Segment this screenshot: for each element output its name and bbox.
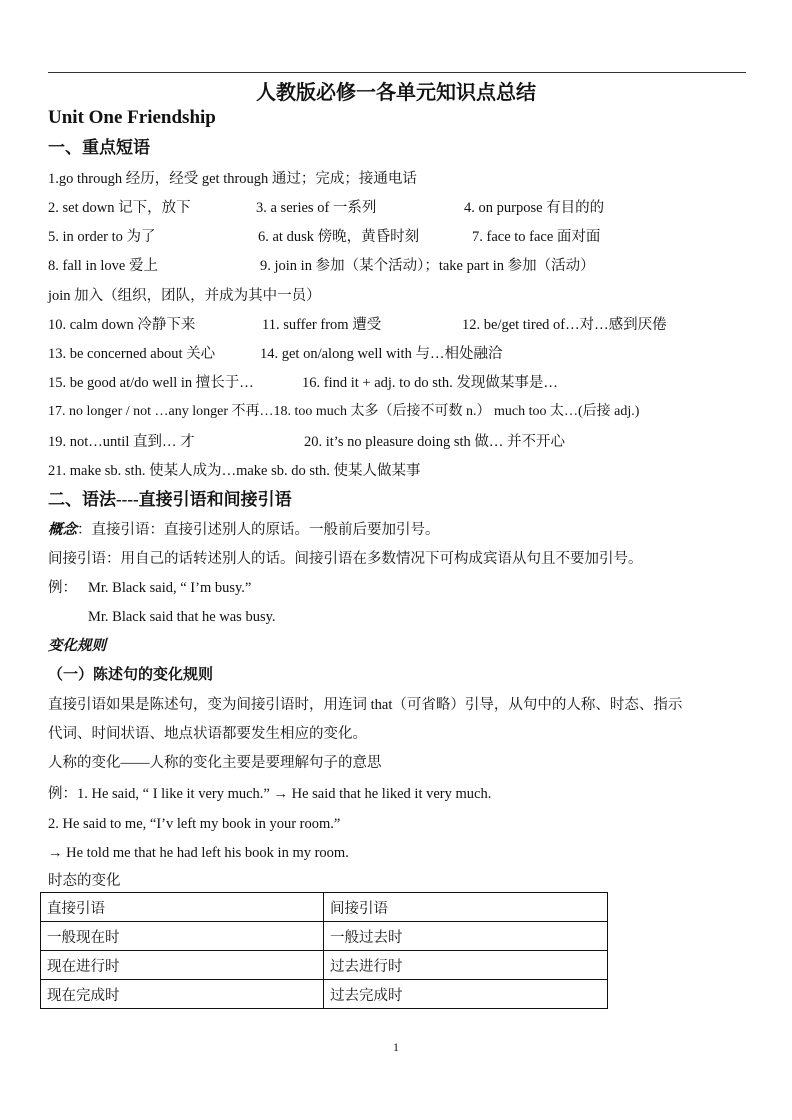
- phrase-item: 5. in order to 为了: [48, 229, 156, 245]
- phrase-line: 21. make sb. sth. 使某人成为…make sb. do sth. 使某人做某事: [48, 463, 421, 479]
- concept-line: [48, 520, 440, 540]
- concept-text: ：直接引语：直接引述别人的原话。一般前后要加引号。: [77, 522, 440, 538]
- phrase-item: 14. get on/along well with 与…相处融洽: [260, 346, 503, 362]
- example-b: 2. He said to me, “I’v left my book in your room.”: [48, 816, 341, 832]
- tense-table: [40, 892, 608, 1009]
- phrase-item: 12. be/get tired of…对…感到厌倦: [462, 317, 667, 333]
- phrase-row: [48, 227, 746, 247]
- phrase-line: 1.go through 经历，经受 get through 通过；完成；接通电话: [48, 171, 417, 187]
- section-heading-grammar: 二、语法----直接引语和间接引语: [48, 490, 292, 509]
- example-c: → He told me that he had left his book in my room.: [48, 845, 349, 861]
- rule1-text-line1: 直接引语如果是陈述句，变为间接引语时，用连词 that（可省略）引导，从句中的人称、时态、指示: [48, 697, 683, 713]
- phrase-item: 10. calm down 冷静下来: [48, 317, 196, 333]
- phrase-row: [48, 315, 746, 335]
- table-row: [41, 922, 608, 951]
- phrase-item: 16. find it + adj. to do sth. 发现做某事是…: [302, 375, 558, 391]
- example-label: 例：: [48, 580, 77, 596]
- page-number: 1: [393, 1040, 399, 1054]
- rules-heading: 变化规则: [48, 638, 106, 654]
- phrase-line: 17. no longer / not …any longer 不再…18. too much 太多（后接不可数 n.） much too 太…(后接 adj.): [48, 404, 640, 419]
- table-cell: 现在完成时: [41, 980, 324, 1009]
- example-a: 例：1. He said, “ I like it very much.” → He said that he liked it very much.: [48, 786, 492, 802]
- phrase-row: [48, 256, 746, 276]
- section-heading-phrases: 一、重点短语: [48, 138, 150, 157]
- table-row: [41, 893, 608, 922]
- example-direct: Mr. Black said, “ I’m busy.”: [88, 580, 252, 596]
- phrase-row: [48, 198, 746, 218]
- phrase-item: 11. suffer from 遭受: [262, 317, 382, 333]
- table-cell: 过去进行时: [324, 951, 608, 980]
- example-indirect: Mr. Black said that he was busy.: [88, 609, 276, 625]
- phrase-item: 13. be concerned about 关心: [48, 346, 216, 362]
- tense-change-label: 时态的变化: [48, 873, 121, 889]
- rule1-heading: （一）陈述句的变化规则: [48, 667, 214, 683]
- header-rule: [48, 72, 746, 73]
- table-cell: 一般过去时: [324, 922, 608, 951]
- table-row: [41, 951, 608, 980]
- table-cell: 过去完成时: [324, 980, 608, 1009]
- table-cell: 间接引语: [324, 893, 608, 922]
- table-cell: 现在进行时: [41, 951, 324, 980]
- phrase-item: 2. set down 记下，放下: [48, 200, 191, 216]
- document-title: 人教版必修一各单元知识点总结: [256, 82, 536, 104]
- phrase-row: [48, 344, 746, 364]
- indirect-definition: 间接引语：用自己的话转述别人的话。间接引语在多数情况下可构成宾语从句且不要加引号。: [48, 551, 643, 567]
- phrase-item: 9. join in 参加（某个活动）；take part in 参加（活动）: [260, 258, 595, 274]
- phrase-line: join 加入（组织，团队，并成为其中一员）: [48, 288, 321, 304]
- phrase-item: 3. a series of 一系列: [256, 200, 377, 216]
- phrase-item: 4. on purpose 有目的的: [464, 200, 605, 216]
- phrase-item: 20. it’s no pleasure doing sth 做… 并不开心: [304, 434, 565, 450]
- phrase-row: [48, 432, 746, 452]
- phrase-item: 7. face to face 面对面: [472, 229, 601, 245]
- concept-label: 概念: [48, 522, 77, 538]
- phrase-item: 6. at dusk 傍晚，黄昏时刻: [258, 229, 420, 245]
- phrase-item: 19. not…until 直到… 才: [48, 434, 195, 450]
- phrase-item: 8. fall in love 爱上: [48, 258, 158, 274]
- table-cell: 一般现在时: [41, 922, 324, 951]
- phrase-item: 15. be good at/do well in 擅长于…: [48, 375, 254, 391]
- table-row: [41, 980, 608, 1009]
- example-line: [48, 578, 448, 598]
- phrase-row: [48, 373, 746, 393]
- person-change-text: 人称的变化——人称的变化主要是要理解句子的意思: [48, 755, 382, 771]
- rule1-text-line2: 代词、时间状语、地点状语都要发生相应的变化。: [48, 726, 367, 742]
- table-cell: 直接引语: [41, 893, 324, 922]
- unit-heading: Unit One Friendship: [48, 107, 216, 128]
